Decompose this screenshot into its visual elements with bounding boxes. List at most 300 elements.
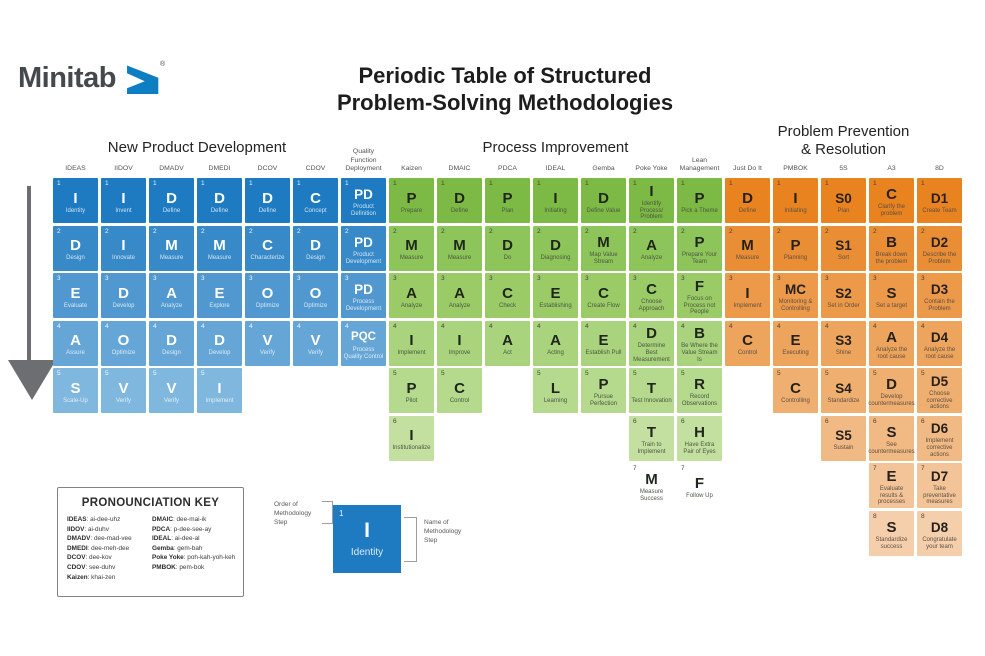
tile-symbol: A	[646, 237, 657, 255]
tile-step-label: Measure Success	[639, 489, 664, 502]
tile-step-label: Design	[306, 255, 325, 262]
tile-dcov-step-2	[245, 226, 290, 271]
tile-step-number: 4	[585, 322, 589, 330]
tile-kaizen-step-1	[389, 178, 434, 223]
tile-step-number: 5	[441, 370, 445, 377]
tile-5s-step-3	[821, 273, 866, 318]
tile-step-number: 2	[489, 227, 493, 235]
tile-step-label: Act	[503, 350, 512, 357]
tile-step-label: Characterize	[250, 255, 285, 262]
tile-step-number: 4	[633, 322, 637, 330]
tile-symbol: D	[886, 376, 897, 394]
tile-step-number: 3	[393, 275, 397, 282]
tile-symbol: T	[646, 423, 657, 441]
tile-step-number: 4	[105, 322, 109, 330]
column-header-8d: 8D	[935, 165, 944, 173]
tile-step-number: 4	[873, 322, 877, 330]
tile-step-number: 3	[153, 275, 157, 282]
tile-symbol: PD	[354, 187, 373, 203]
pronunciation-entry-dmedi: DMEDI: dee-meh-dee	[67, 544, 130, 552]
tile-symbol: C	[790, 379, 801, 397]
tile-symbol: I	[649, 182, 654, 200]
tile-step-label: Design	[66, 255, 85, 262]
tile-symbol: I	[121, 189, 126, 207]
tile-step-label: Product Development	[345, 251, 382, 265]
tile-step-number: 3	[633, 275, 637, 282]
tile-step-label: Control	[737, 350, 758, 357]
tile-step-number: 1	[201, 180, 205, 187]
tile-step-number: 4	[57, 322, 61, 330]
tile-pokeyoke-step-6	[629, 416, 674, 461]
tile-step-label: Define	[258, 207, 277, 214]
tile-symbol: I	[73, 189, 78, 207]
tile-leanmanagement-step-2	[677, 226, 722, 271]
tile-step-number: 3	[201, 275, 205, 282]
tile-step-label: Product Definition	[350, 204, 376, 217]
tile-pokeyoke-step-2	[629, 226, 674, 271]
tile-step-label: Implement	[733, 302, 762, 309]
tile-cdov-step-1	[293, 178, 338, 223]
tile-step-number: 6	[681, 417, 685, 425]
tile-step-label: Analyze the root cause	[923, 346, 956, 360]
tile-step-label: Verify	[163, 397, 179, 404]
tile-step-label: Prepare Your Team	[681, 251, 718, 265]
tile-step-number: 2	[201, 227, 205, 235]
tile-pmbok-step-1	[773, 178, 818, 223]
minitab-logo	[18, 60, 165, 96]
column-header-ideal: IDEAL	[545, 165, 566, 173]
tile-kaizen-step-4	[389, 321, 434, 366]
tile-step-number: 4	[777, 322, 781, 330]
tile-symbol: D	[646, 325, 657, 343]
column-header-pmbok: PMBOK	[783, 165, 808, 173]
tile-step-number: 4	[537, 322, 541, 330]
tile-symbol: L	[550, 379, 561, 397]
tile-symbol: S2	[835, 285, 852, 301]
tile-symbol: E	[550, 284, 561, 302]
pronunciation-entry-ideas: IDEAS: ai-dee-uhz	[67, 516, 121, 523]
tile-gemba-step-4	[581, 321, 626, 366]
tile-step-number: 1	[489, 180, 493, 187]
tile-ideas-step-2	[53, 226, 98, 271]
tile-a3-step-1	[869, 178, 914, 223]
tile-iidov-step-1	[101, 178, 146, 223]
tile-symbol: M	[165, 237, 178, 255]
column-header-cdov: CDOV	[305, 165, 326, 173]
legend-name-label: Name of Methodology Step	[424, 519, 462, 544]
tile-step-label: Controlling	[781, 397, 810, 404]
tile-step-label: Analyze	[640, 255, 663, 262]
tile-step-number: 2	[681, 227, 685, 235]
tile-8d-step-1	[917, 178, 962, 223]
tile-step-number: 2	[249, 227, 253, 235]
tile-5s-step-2	[821, 226, 866, 271]
tile-dmaic-step-5	[437, 368, 482, 413]
column-header-dmaic: DMAIC	[448, 165, 471, 173]
tile-step-label: Define	[738, 207, 757, 214]
pronunciation-entry-pmbok: PMBOK: pem-bok	[152, 563, 205, 571]
tile-step-label: Explore	[209, 302, 230, 309]
tile-symbol: C	[886, 186, 897, 204]
tile-step-number: 2	[825, 227, 829, 235]
tile-step-label: Verify	[259, 350, 275, 357]
tile-step-number: 6	[873, 417, 877, 425]
tile-symbol: P	[790, 237, 801, 255]
tile-pmbok-step-4	[773, 321, 818, 366]
tile-symbol: A	[406, 284, 417, 302]
tile-step-number: 3	[777, 275, 781, 282]
tile-pdca-step-4	[485, 321, 530, 366]
tile-symbol: C	[454, 379, 465, 397]
tile-symbol: I	[217, 379, 222, 397]
tile-step-label: Plan	[837, 207, 850, 214]
page-title-line2: Problem-Solving Methodologies	[336, 90, 674, 115]
tile-step-number: 2	[585, 227, 589, 235]
tile-step-number: 1	[249, 180, 253, 187]
tile-step-number: 1	[105, 180, 109, 187]
tile-step-number: 2	[921, 227, 925, 235]
tile-dmedi-step-5	[197, 368, 242, 413]
tile-8d-step-8	[917, 511, 962, 556]
tile-symbol: E	[790, 332, 801, 350]
tile-symbol: PD	[354, 282, 373, 298]
tile-step-number: 3	[249, 275, 253, 282]
tile-step-label: Focus on Process not People	[683, 295, 716, 316]
tile-symbol: S	[886, 284, 897, 302]
tile-step-label: Create Flow	[587, 302, 620, 309]
tile-step-label: Develop	[208, 350, 231, 357]
tile-a3-step-5	[869, 368, 914, 413]
tile-step-number: 4	[441, 322, 445, 330]
tile-kaizen-step-6	[389, 416, 434, 461]
tile-symbol: F	[694, 474, 705, 492]
tile-pokeyoke-step-1	[629, 178, 674, 223]
tile-step-label: Analyze the root cause	[875, 346, 908, 360]
tile-symbol: P	[406, 379, 417, 397]
tile-step-label: Innovate	[111, 255, 136, 262]
tile-symbol: I	[553, 189, 558, 207]
tile-step-label: Improve	[448, 350, 471, 357]
tile-step-number: 5	[393, 370, 397, 377]
tile-step-label: Analyze	[400, 302, 423, 309]
tile-symbol: E	[214, 284, 225, 302]
tile-symbol: D8	[930, 519, 949, 535]
tile-symbol: C	[742, 332, 753, 350]
tile-step-label: Sort	[837, 255, 849, 262]
tile-step-label: Establishing	[539, 302, 572, 309]
tile-step-label: Evaluate	[63, 302, 88, 309]
tile-step-number: 4	[345, 322, 349, 330]
tile-a3-step-8	[869, 511, 914, 556]
tile-symbol: MC	[785, 282, 806, 298]
tile-ideal-step-1	[533, 178, 578, 223]
tile-step-label: Congratulate your team	[922, 536, 957, 550]
tile-step-number: 1	[393, 180, 397, 187]
tile-symbol: I	[409, 332, 414, 350]
tile-step-number: 3	[873, 275, 877, 282]
tile-iidov-step-2	[101, 226, 146, 271]
pronunciation-entry-dmaic: DMAIC: dee-mai-ik	[152, 516, 207, 523]
column-header-justdoit: Just Do It	[733, 165, 762, 173]
tile-step-label: Measure	[735, 255, 760, 262]
tile-step-number: 6	[633, 417, 637, 425]
legend-example-tile	[333, 505, 401, 573]
tile-symbol: C	[502, 284, 513, 302]
column-headers	[53, 130, 965, 176]
tile-step-number: 2	[633, 227, 637, 235]
tile-step-number: 4	[489, 322, 493, 330]
tile-symbol: D	[214, 332, 225, 350]
tile-step-number: 1	[777, 180, 781, 187]
tile-5s-step-4	[821, 321, 866, 366]
column-header-qfd: Quality Function Deployment	[345, 148, 382, 173]
column-header-pokeyoke: Poke Yoke	[635, 165, 668, 173]
tile-symbol: S0	[835, 190, 852, 206]
tile-step-number: 7	[873, 465, 877, 472]
tile-step-number: 5	[825, 370, 829, 377]
tile-step-label: Implement	[397, 350, 426, 357]
tile-8d-step-3	[917, 273, 962, 318]
tile-symbol: D	[118, 284, 129, 302]
tile-step-label: Define	[450, 207, 469, 214]
tile-5s-step-1	[821, 178, 866, 223]
tile-ideas-step-5	[53, 368, 98, 413]
tile-step-number: 2	[441, 227, 445, 235]
tile-symbol: T	[646, 379, 657, 397]
tile-step-number: 7	[681, 465, 685, 472]
tile-symbol: D	[742, 189, 753, 207]
tile-step-number: 2	[777, 227, 781, 235]
tile-dmedi-step-3	[197, 273, 242, 318]
tile-step-label: Plan	[501, 207, 514, 214]
legend-tile-number: 1	[339, 509, 344, 518]
tile-symbol: I	[121, 237, 126, 255]
tile-step-label: Define Value	[586, 207, 621, 214]
column-header-iidov: IIDOV	[114, 165, 133, 173]
tile-step-label: Verify	[115, 397, 131, 404]
tile-pokeyoke-step-7	[629, 463, 674, 508]
tile-symbol: D	[454, 189, 465, 207]
tile-step-label: Assure	[66, 350, 85, 357]
legend-right-bracket	[404, 517, 417, 562]
tile-step-number: 2	[393, 227, 397, 235]
logo-text: Minitab	[18, 62, 116, 94]
tile-step-number: 3	[489, 275, 493, 282]
legend-tile-label: Identity	[350, 547, 384, 558]
tile-symbol: S	[886, 423, 897, 441]
tile-dmaic-step-2	[437, 226, 482, 271]
tile-step-label: Set a target	[875, 302, 908, 309]
tile-dmaic-step-3	[437, 273, 482, 318]
column-header-5s: 5S	[839, 165, 848, 173]
tile-8d-step-4	[917, 321, 962, 366]
tile-cdov-step-3	[293, 273, 338, 318]
pronunciation-entry-iidov: IIDOV: ai-duhv	[67, 525, 109, 533]
tile-step-number: 4	[393, 322, 397, 330]
tile-step-number: 2	[873, 227, 877, 235]
tile-step-number: 1	[441, 180, 445, 187]
pronunciation-entry-ideal: IDEAL: ai-dee-al	[152, 535, 200, 543]
pronunciation-entry-kaizen: Kaizen: khai-zen	[67, 573, 116, 581]
tile-symbol: D	[502, 237, 513, 255]
tile-step-number: 4	[681, 322, 685, 330]
tile-symbol: V	[118, 379, 129, 397]
tile-cdov-step-4	[293, 321, 338, 366]
tile-step-number: 3	[441, 275, 445, 282]
tile-step-label: Map Value Stream	[589, 251, 618, 265]
tile-pmbok-step-3	[773, 273, 818, 318]
tile-symbol: E	[70, 284, 81, 302]
tile-step-number: 2	[105, 227, 109, 235]
pronunciation-key-title: PRONOUNCIATION KEY	[81, 497, 220, 509]
tile-symbol: D	[166, 189, 177, 207]
tile-pokeyoke-step-3	[629, 273, 674, 318]
tile-symbol: PD	[354, 234, 373, 250]
tile-symbol: P	[694, 233, 705, 251]
tile-kaizen-step-2	[389, 226, 434, 271]
tile-step-label: Measure	[207, 255, 232, 262]
tile-justdoit-step-3	[725, 273, 770, 318]
column-header-a3: A3	[887, 165, 896, 173]
tile-step-number: 3	[297, 275, 301, 282]
tile-kaizen-step-5	[389, 368, 434, 413]
tile-step-number: 6	[393, 417, 397, 425]
tile-step-label: Evaluate results & processes	[877, 485, 906, 506]
tile-symbol: D1	[930, 190, 949, 206]
tile-symbol: D	[262, 189, 273, 207]
legend-tile-symbol: I	[364, 519, 370, 542]
tile-step-number: 1	[681, 180, 685, 187]
tile-8d-step-2	[917, 226, 962, 271]
tile-leanmanagement-step-5	[677, 368, 722, 413]
tile-step-label: Sustain	[833, 445, 854, 452]
tile-step-label: Invent	[115, 207, 132, 214]
tile-symbol: C	[310, 189, 321, 207]
tile-step-label: Establish Pull	[585, 350, 622, 357]
tile-step-label: Process Development	[345, 299, 382, 312]
tile-step-label: Optimize	[255, 302, 280, 309]
pronunciation-entry-gemba: Gemba: gem-bah	[152, 544, 203, 552]
tile-step-label: Identity	[65, 207, 86, 214]
tile-step-number: 5	[105, 370, 109, 377]
tile-step-label: Create Team	[922, 207, 957, 214]
tile-step-label: Identify Process/ Problem	[639, 200, 664, 221]
tile-leanmanagement-step-3	[677, 273, 722, 318]
tile-step-label: Describe the Problem	[922, 251, 957, 265]
tile-symbol: C	[646, 281, 657, 299]
tile-symbol: S	[886, 518, 897, 536]
tile-ideal-step-4	[533, 321, 578, 366]
tile-step-label: See countermeasures	[868, 441, 915, 455]
tile-a3-step-2	[869, 226, 914, 271]
tile-leanmanagement-step-4	[677, 321, 722, 366]
tile-step-number: 5	[873, 370, 877, 377]
tile-symbol: C	[598, 284, 609, 302]
tile-ideas-step-4	[53, 321, 98, 366]
tile-symbol: D	[310, 237, 321, 255]
tile-step-label: Verify	[307, 350, 323, 357]
tile-step-number: 3	[345, 275, 349, 282]
column-header-dmedi: DMEDI	[208, 165, 231, 173]
tile-step-number: 5	[537, 370, 541, 377]
tile-symbol: S	[70, 379, 81, 397]
tile-justdoit-step-4	[725, 321, 770, 366]
column-header-dmadv: DMADV	[159, 165, 184, 173]
tile-symbol: A	[70, 332, 81, 350]
tile-symbol: O	[117, 332, 130, 350]
tile-step-number: 4	[921, 322, 925, 330]
tile-step-label: Implement	[205, 397, 234, 404]
column-header-gemba: Gemba	[592, 165, 615, 173]
tile-step-label: Design	[162, 350, 181, 357]
column-header-dcov: DCOV	[257, 165, 278, 173]
tile-symbol: V	[262, 332, 273, 350]
tile-pdca-step-1	[485, 178, 530, 223]
tile-a3-step-6	[869, 416, 914, 461]
tile-symbol: D3	[930, 282, 949, 298]
tile-symbol: S4	[835, 380, 852, 396]
tile-step-label: Be Where the Value Stream Is	[681, 343, 718, 363]
tile-symbol: A	[502, 332, 513, 350]
column-header-ideas: IDEAS	[65, 165, 86, 173]
tile-step-label: Optimize	[111, 350, 136, 357]
tile-symbol: I	[745, 284, 750, 302]
tile-symbol: V	[310, 332, 321, 350]
tile-step-number: 2	[297, 227, 301, 235]
tile-symbol: P	[502, 189, 513, 207]
tile-step-label: Initiating	[784, 207, 807, 214]
column-header-leanmanagement: Lean Management	[679, 156, 720, 173]
tile-kaizen-step-3	[389, 273, 434, 318]
tile-5s-step-6	[821, 416, 866, 461]
tile-step-number: 2	[537, 227, 541, 235]
tile-symbol: O	[261, 284, 274, 302]
registered-mark: ®	[160, 61, 166, 68]
tile-step-number: 4	[249, 322, 253, 330]
section-title-problem-prevention-resolution: Problem Prevention & Resolution	[777, 123, 910, 158]
tile-dmadv-step-2	[149, 226, 194, 271]
tile-5s-step-5	[821, 368, 866, 413]
tile-step-label: Do	[503, 255, 512, 262]
tile-symbol: C	[262, 237, 273, 255]
tile-step-label: Analyze	[448, 302, 471, 309]
tile-symbol: E	[886, 467, 897, 485]
tile-qfd-step-4	[341, 321, 386, 366]
tile-step-number: 2	[345, 227, 349, 235]
tile-justdoit-step-1	[725, 178, 770, 223]
tile-8d-step-6	[917, 416, 962, 461]
tile-symbol: O	[309, 284, 322, 302]
pronunciation-entry-cdov: CDOV: see-duhv	[67, 563, 116, 571]
tile-step-number: 4	[825, 322, 829, 330]
tile-symbol: A	[550, 332, 561, 350]
tile-step-number: 1	[345, 180, 349, 187]
tile-pmbok-step-5	[773, 368, 818, 413]
tile-symbol: A	[166, 284, 177, 302]
tile-step-number: 5	[585, 370, 589, 377]
tile-pokeyoke-step-5	[629, 368, 674, 413]
tile-step-label: Define	[162, 207, 181, 214]
tile-step-number: 3	[537, 275, 541, 282]
tile-step-label: Break down the problem	[875, 251, 908, 265]
tile-gemba-step-5	[581, 368, 626, 413]
tile-pdca-step-2	[485, 226, 530, 271]
tile-pmbok-step-2	[773, 226, 818, 271]
tile-step-label: Set in Order	[827, 302, 860, 309]
tile-step-number: 6	[825, 417, 829, 425]
tile-symbol: I	[409, 427, 414, 445]
tile-step-number: 3	[921, 275, 925, 282]
